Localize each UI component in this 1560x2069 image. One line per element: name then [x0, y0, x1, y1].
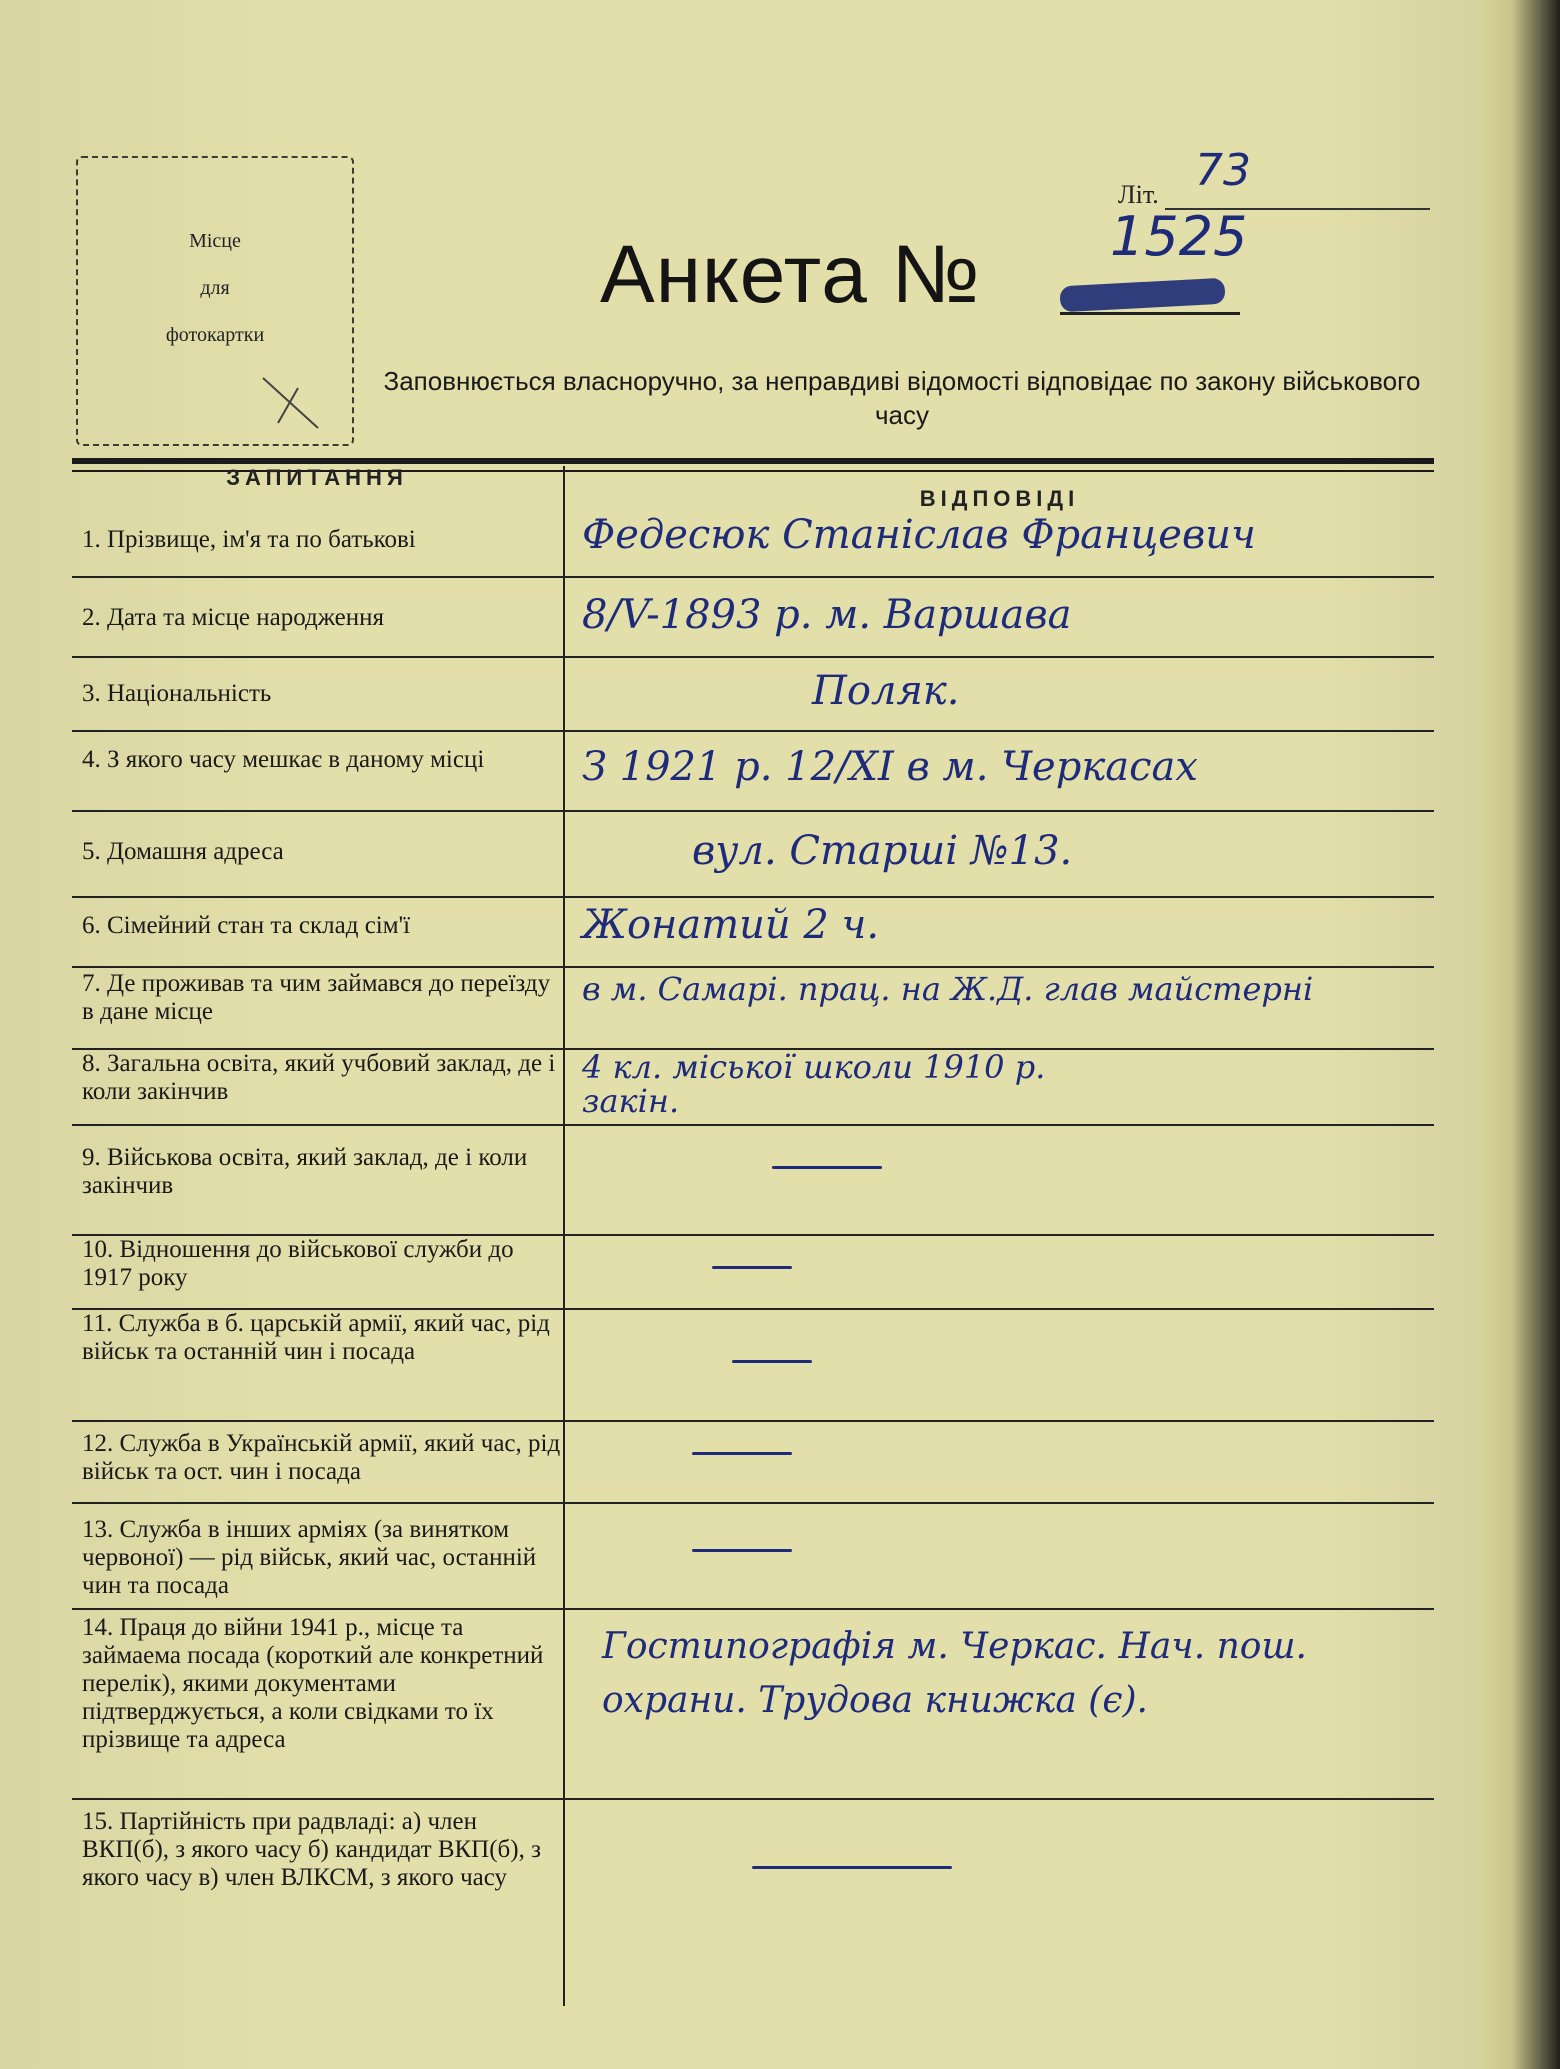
question-9: 9. Військова освіта, який заклад, де і коли закінчив	[82, 1144, 528, 1199]
answer-6: Жонатий 2 ч.	[582, 902, 880, 948]
question-3: 3. Національність	[82, 680, 272, 707]
table-row	[72, 1422, 1434, 1504]
photo-label-1: Місце	[189, 230, 241, 252]
page-edge	[1480, 0, 1560, 2069]
form-title: Анкета №	[600, 229, 981, 320]
answer-14: Гостипографія м. Черкас. Нач. пош. охрани. Трудова книжка (є).	[602, 1626, 1307, 1721]
table-row	[72, 500, 1434, 578]
answer-3: Поляк.	[812, 668, 960, 714]
question-12: 12. Служба в Українській армії, який час, рід військ та ост. чин і посада	[82, 1430, 561, 1485]
answer-10	[712, 1266, 792, 1269]
table-row	[72, 1310, 1434, 1422]
strike-scribble	[1059, 278, 1225, 313]
answer-15	[752, 1866, 952, 1869]
table-row	[72, 898, 1434, 968]
question-15: 15. Партійність при радвладі: а) член ВКП(б), з якого часу б) кандидат ВКП(б), з якого часу в) член ВЛКСМ, з якого часу	[82, 1808, 541, 1891]
answer-9	[772, 1166, 882, 1169]
table-row	[72, 578, 1434, 658]
lit-label: Літ.	[1118, 180, 1159, 209]
question-2: 2. Дата та місце народження	[82, 604, 385, 631]
lit-number: 73	[1195, 145, 1251, 196]
table-row	[72, 1126, 1434, 1236]
table-row	[72, 1610, 1434, 1800]
question-14: 14. Праця до війни 1941 р., місце та займаема посада (короткий але конкретний перелік), якими документами підтверджується, а коли свідками то їх прізвище та адреса	[82, 1614, 544, 1753]
table-row	[72, 1504, 1434, 1610]
photo-label-2: для	[200, 277, 230, 299]
table-row	[72, 968, 1434, 1050]
answer-1: Федесюк Станіслав Францевич	[582, 512, 1256, 558]
question-10: 10. Відношення до військової служби до 1917 року	[82, 1236, 514, 1291]
table-row	[72, 732, 1434, 812]
answer-4: З 1921 р. 12/XI в м. Черкасах	[582, 744, 1198, 790]
table-row	[72, 658, 1434, 732]
table-row	[72, 1050, 1434, 1126]
answer-11	[732, 1360, 812, 1363]
cross-mark-icon	[258, 373, 328, 433]
answer-13	[692, 1549, 792, 1552]
question-13: 13. Служба в інших арміях (за винятком червоної) — рід військ, який час, останній чин та посада	[82, 1516, 537, 1599]
table-row	[72, 1800, 1434, 1960]
question-11: 11. Служба в б. царській армії, який час, рід військ та останній чин і посада	[82, 1310, 550, 1365]
question-4: 4. З якого часу мешкає в даному місці	[82, 746, 485, 773]
form-subtitle: Заповнюється власноручно, за неправдиві відомості відповідає по закону військового часу	[383, 366, 1421, 430]
answer-7: в м. Самарі. прац. на Ж.Д. глав майстерні	[582, 970, 1314, 1008]
header-rule	[72, 458, 1434, 464]
form-number: 1525	[1110, 205, 1248, 268]
photo-label-3: фотокартки	[165, 324, 265, 346]
question-1: 1. Прізвище, ім'я та по батькові	[82, 526, 416, 553]
table-row	[72, 812, 1434, 898]
question-7: 7. Де проживав та чим займався до переїзду в дане місце	[82, 970, 551, 1025]
photo-placeholder	[76, 156, 354, 446]
title-underline	[1060, 312, 1240, 315]
answer-8: 4 кл. міської школи 1910 р. закін.	[582, 1048, 1046, 1120]
answers-header: ВІДПОВІДІ	[919, 486, 1080, 511]
questions-header: ЗАПИТАННЯ	[226, 465, 408, 490]
table-row	[72, 1236, 1434, 1310]
answer-2: 8/V-1893 р. м. Варшава	[582, 592, 1072, 638]
answer-12	[692, 1452, 792, 1455]
question-8: 8. Загальна освіта, який учбовий заклад, де і коли закінчив	[82, 1050, 556, 1105]
question-5: 5. Домашня адреса	[82, 838, 284, 865]
question-6: 6. Сімейний стан та склад сім'ї	[82, 912, 411, 939]
answer-5: вул. Старші №13.	[692, 828, 1073, 874]
